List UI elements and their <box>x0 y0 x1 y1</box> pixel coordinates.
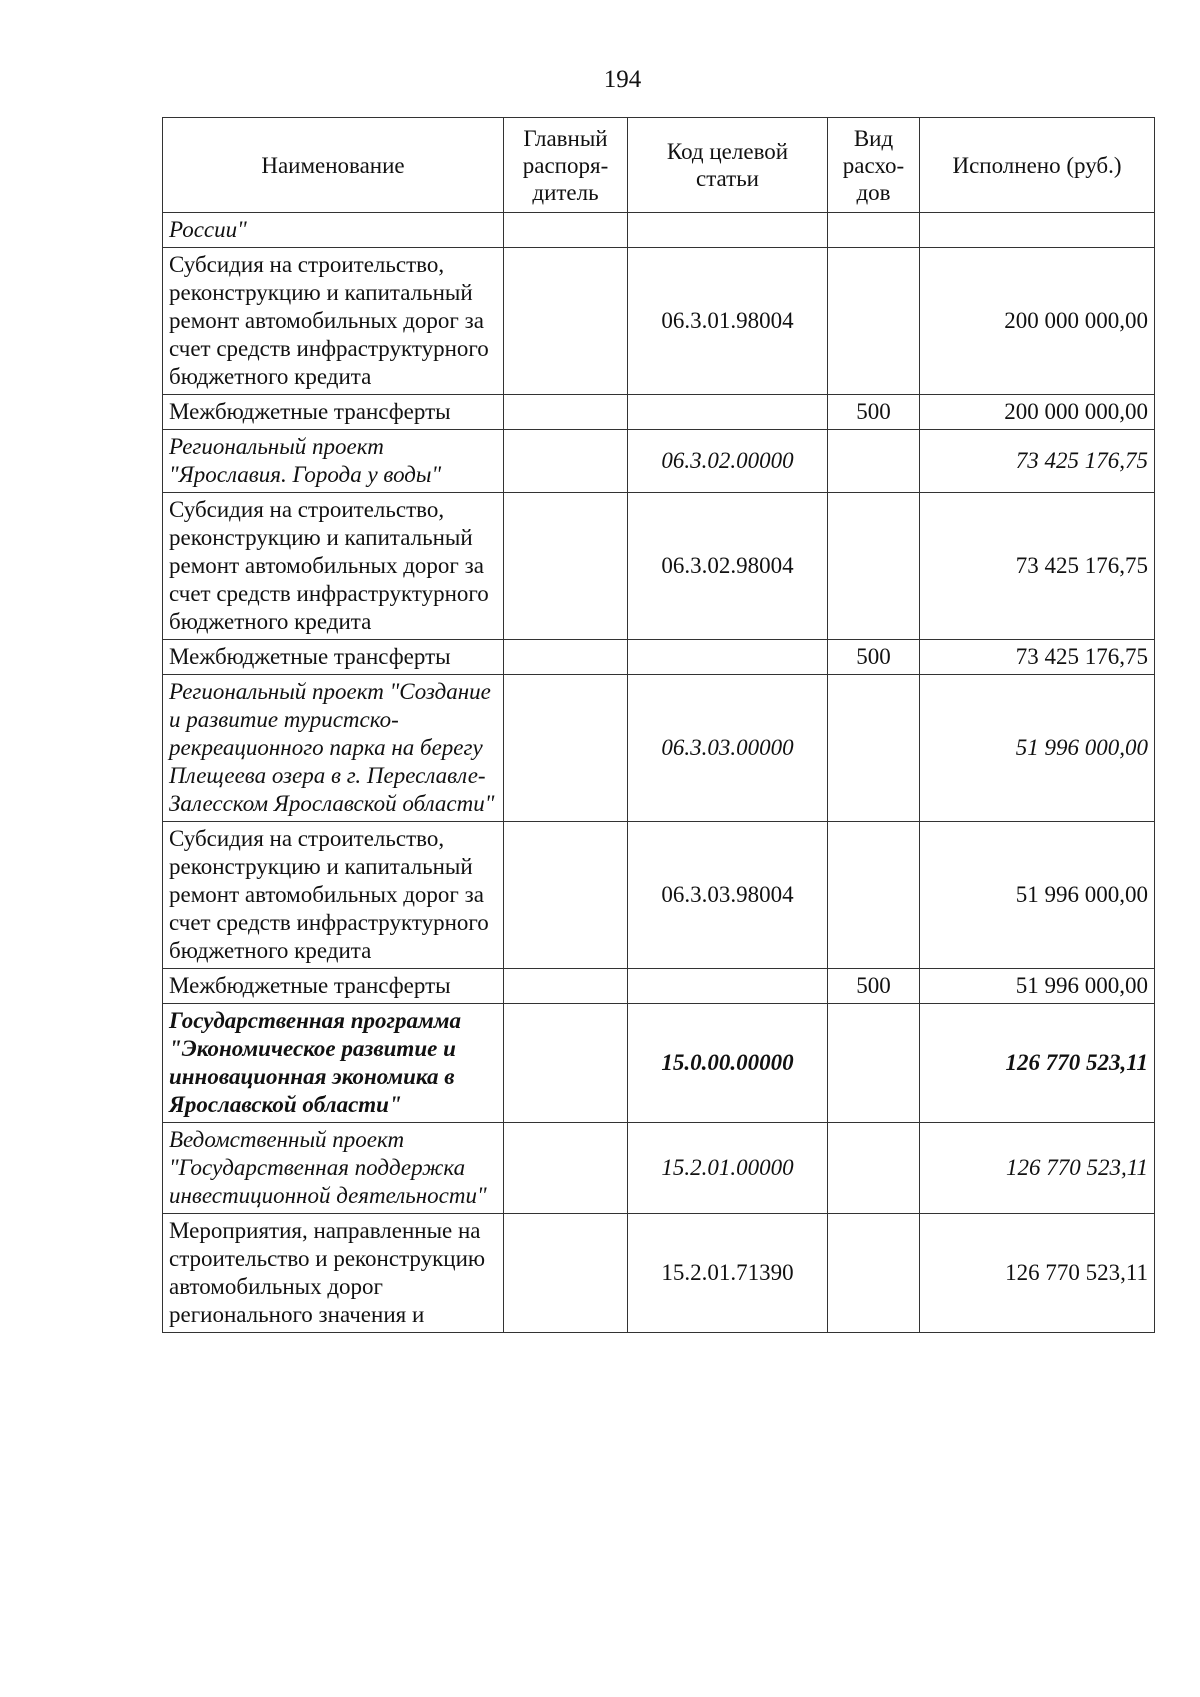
cell-amount: 51 996 000,00 <box>920 969 1155 1004</box>
cell-admin <box>504 213 628 248</box>
cell-amount: 73 425 176,75 <box>920 430 1155 493</box>
cell-name: Региональный проект "Создание и развитие туристско-рекреационного парка на берегу Плещеева озера в г. Переславле-Залесском Ярославской области" <box>163 675 504 822</box>
cell-amount: 51 996 000,00 <box>920 675 1155 822</box>
table-row <box>163 213 1155 248</box>
cell-name: России" <box>163 213 504 248</box>
cell-type <box>828 822 920 969</box>
cell-admin <box>504 493 628 640</box>
cell-code: 06.3.02.98004 <box>628 493 828 640</box>
cell-amount: 73 425 176,75 <box>920 493 1155 640</box>
cell-admin <box>504 1004 628 1123</box>
table-row <box>163 640 1155 675</box>
cell-type: 500 <box>828 395 920 430</box>
cell-amount: 126 770 523,11 <box>920 1004 1155 1123</box>
table-row <box>163 395 1155 430</box>
cell-admin <box>504 822 628 969</box>
cell-name: Межбюджетные трансферты <box>163 395 504 430</box>
cell-amount: 200 000 000,00 <box>920 248 1155 395</box>
cell-type <box>828 430 920 493</box>
cell-code <box>628 969 828 1004</box>
cell-name: Субсидия на строительство, реконструкцию и капитальный ремонт автомобильных дорог за счет средств инфраструктурного бюджетного кредита <box>163 493 504 640</box>
cell-code: 15.2.01.71390 <box>628 1214 828 1333</box>
cell-type <box>828 493 920 640</box>
header-code: Код целевой статьи <box>628 118 828 213</box>
page-number: 194 <box>603 66 642 93</box>
cell-name: Субсидия на строительство, реконструкцию и капитальный ремонт автомобильных дорог за счет средств инфраструктурного бюджетного кредита <box>163 822 504 969</box>
cell-amount: 51 996 000,00 <box>920 822 1155 969</box>
cell-admin <box>504 430 628 493</box>
cell-amount: 73 425 176,75 <box>920 640 1155 675</box>
cell-amount: 200 000 000,00 <box>920 395 1155 430</box>
cell-amount: 126 770 523,11 <box>920 1123 1155 1214</box>
cell-name: Государственная программа "Экономическое развитие и инновационная экономика в Ярославской области" <box>163 1004 504 1123</box>
budget-table <box>162 117 1155 1333</box>
cell-type <box>828 1004 920 1123</box>
cell-type: 500 <box>828 640 920 675</box>
cell-admin <box>504 675 628 822</box>
cell-name: Мероприятия, направленные на строительство и реконструкцию автомобильных дорог регионального значения и <box>163 1214 504 1333</box>
table-row <box>163 969 1155 1004</box>
cell-admin <box>504 248 628 395</box>
cell-name: Ведомственный проект "Государственная поддержка инвестиционной деятельности" <box>163 1123 504 1214</box>
header-type: Вид расхо-дов <box>828 118 920 213</box>
cell-name: Субсидия на строительство, реконструкцию и капитальный ремонт автомобильных дорог за счет средств инфраструктурного бюджетного кредита <box>163 248 504 395</box>
table-header-row <box>163 118 1155 213</box>
cell-admin <box>504 1123 628 1214</box>
cell-code: 15.2.01.00000 <box>628 1123 828 1214</box>
cell-type <box>828 248 920 395</box>
header-amount: Исполнено (руб.) <box>920 118 1155 213</box>
cell-code <box>628 395 828 430</box>
cell-name: Межбюджетные трансферты <box>163 640 504 675</box>
table-row <box>163 430 1155 493</box>
cell-code <box>628 640 828 675</box>
table-row <box>163 248 1155 395</box>
cell-amount <box>920 213 1155 248</box>
cell-admin <box>504 395 628 430</box>
cell-name: Межбюджетные трансферты <box>163 969 504 1004</box>
table-row <box>163 675 1155 822</box>
cell-name: Региональный проект "Ярославия. Города у воды" <box>163 430 504 493</box>
cell-code: 06.3.02.00000 <box>628 430 828 493</box>
table-row <box>163 822 1155 969</box>
header-name: Наименование <box>163 118 504 213</box>
cell-admin <box>504 640 628 675</box>
cell-code <box>628 213 828 248</box>
cell-amount: 126 770 523,11 <box>920 1214 1155 1333</box>
table-row <box>163 1004 1155 1123</box>
table-row <box>163 1123 1155 1214</box>
cell-code: 06.3.03.98004 <box>628 822 828 969</box>
cell-type <box>828 675 920 822</box>
cell-code: 06.3.03.00000 <box>628 675 828 822</box>
cell-type <box>828 1214 920 1333</box>
cell-code: 06.3.01.98004 <box>628 248 828 395</box>
table-row <box>163 1214 1155 1333</box>
table-body <box>163 213 1155 1333</box>
cell-code: 15.0.00.00000 <box>628 1004 828 1123</box>
cell-admin <box>504 969 628 1004</box>
table-row <box>163 493 1155 640</box>
header-admin: Главный распоря-дитель <box>504 118 628 213</box>
cell-type <box>828 213 920 248</box>
cell-type <box>828 1123 920 1214</box>
cell-admin <box>504 1214 628 1333</box>
cell-type: 500 <box>828 969 920 1004</box>
